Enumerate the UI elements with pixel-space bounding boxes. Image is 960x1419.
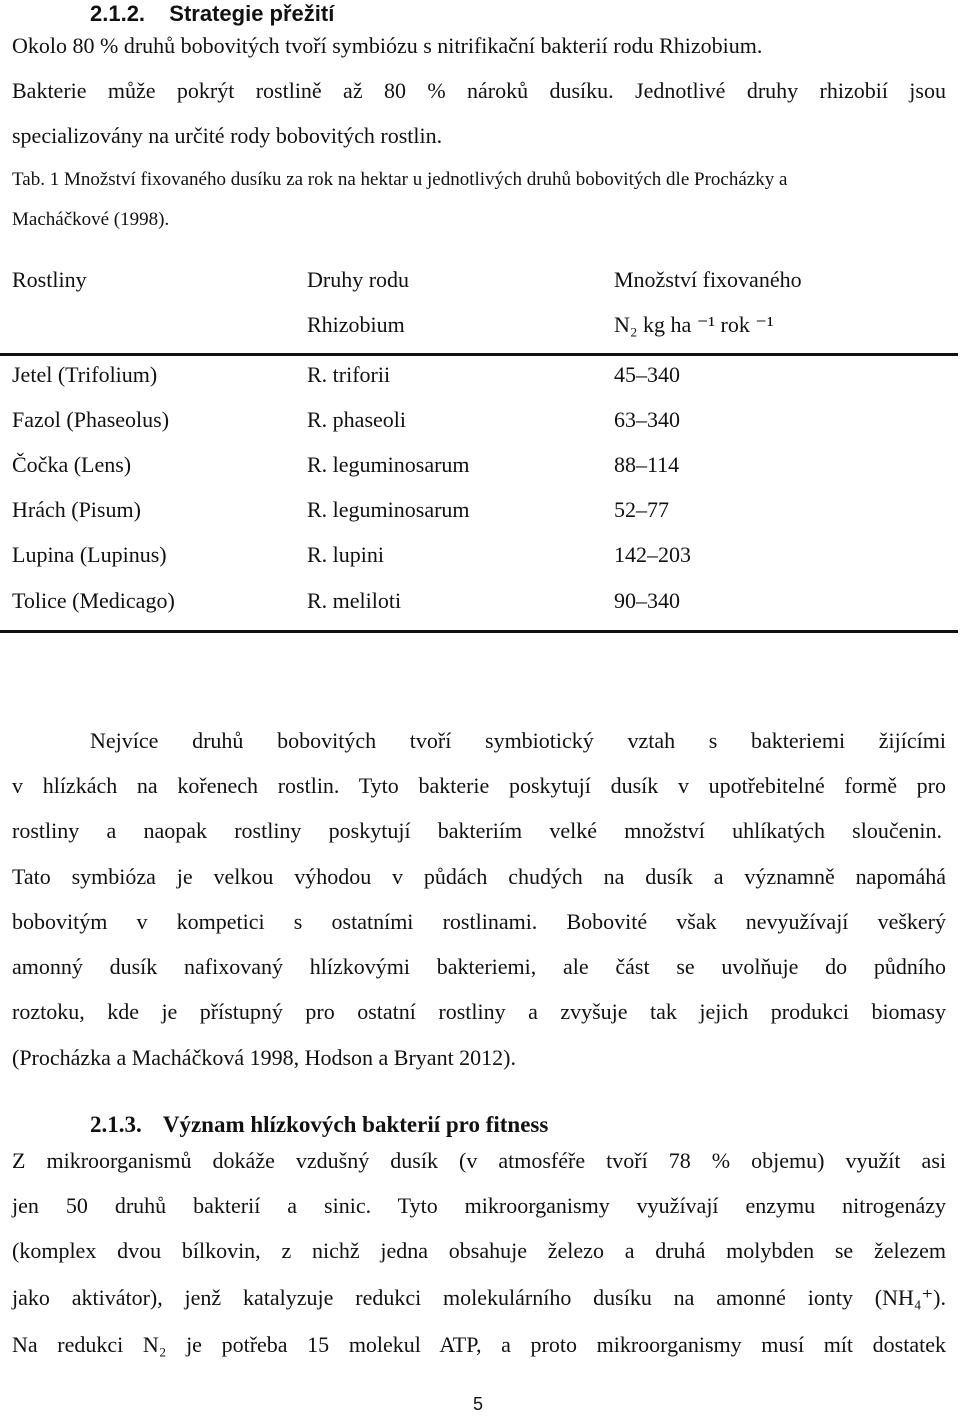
table-cell-rhizobium: R. meliloti: [307, 588, 402, 613]
body-line: Z mikroorganismů dokáže vzdušný dusík (v atmosféře tvoří 78 % objemu) využít asi: [12, 1148, 946, 1173]
table-header-amount-unit: N₂ kg ha ⁻¹ rok ⁻¹: [614, 312, 774, 337]
table-cell-rhizobium: R. leguminosarum: [307, 452, 470, 477]
body-line: Bakterie může pokrýt rostlině až 80 % nároků dusíku. Jednotlivé druhy rhizobií jsou: [12, 78, 946, 103]
section-heading-212: [90, 1, 334, 27]
table-cell-plant: Jetel (Trifolium): [12, 362, 158, 387]
section-title: Strategie přežití: [169, 1, 335, 26]
table-cell-amount: 88–114: [614, 452, 680, 477]
table-cell-plant: Fazol (Phaseolus): [12, 407, 170, 432]
table-top-rule: [0, 353, 958, 356]
table-cell-rhizobium: R. triforii: [307, 362, 391, 387]
table-cell-rhizobium: R. phaseoli: [307, 407, 406, 432]
body-line: (komplex dvou bílkovin, z nichž jedna obsahuje železo a druhá molybden se železem: [12, 1238, 946, 1263]
body-line: jen 50 druhů bakterií a sinic. Tyto mikroorganismy využívají enzymu nitrogenázy: [12, 1193, 946, 1218]
table-cell-amount: 63–340: [614, 407, 680, 432]
paragraph-line: Tato symbióza je velkou výhodou v půdách chudých na dusík a významně napomáhá: [12, 864, 946, 889]
body-line: Na redukci N₂ je potřeba 15 molekul ATP, a proto mikroorganismy musí mít dostatek: [12, 1332, 946, 1357]
section-heading-213: [90, 1112, 548, 1138]
table-cell-amount: 45–340: [614, 362, 680, 387]
table-header-plants: Rostliny: [12, 267, 87, 292]
table-cell-amount: 52–77: [614, 497, 669, 522]
table-caption: Tab. 1 Množství fixovaného dusíku za rok na hektar u jednotlivých druhů bobovitých dle Procházky a: [12, 169, 788, 190]
paragraph-line: (Procházka a Macháčková 1998, Hodson a Bryant 2012).: [12, 1045, 517, 1070]
table-header-rhizobium: Druhy rodu: [307, 267, 410, 292]
body-line: specializovány na určité rody bobovitých rostlin.: [12, 123, 443, 148]
table-cell-plant: Tolice (Medicago): [12, 588, 175, 613]
table-header-rhizobium-cont: Rhizobium: [307, 312, 405, 337]
table-cell-plant: Čočka (Lens): [12, 452, 132, 477]
paragraph-line: v hlízkách na kořenech rostlin. Tyto bakterie poskytují dusík v upotřebitelné formě pro: [12, 773, 946, 798]
section-number: 2.1.2.: [90, 1, 146, 26]
table-cell-rhizobium: R. leguminosarum: [307, 497, 470, 522]
table-bottom-rule: [0, 630, 958, 633]
section-number: 2.1.3.: [90, 1112, 142, 1137]
table-cell-amount: 142–203: [614, 542, 691, 567]
table-cell-plant: Hrách (Pisum): [12, 497, 141, 522]
paragraph-line: rostliny a naopak rostliny poskytují bakteriím velké množství uhlíkatých sloučenin.: [12, 818, 942, 843]
page-number: 5: [473, 1394, 484, 1414]
paragraph-line: Nejvíce druhů bobovitých tvoří symbiotický vztah s bakteriemi žijícími: [90, 728, 946, 753]
section-title: Význam hlízkových bakterií pro fitness: [162, 1112, 549, 1137]
paragraph-line: roztoku, kde je přístupný pro ostatní rostliny a zvyšuje tak jejich produkci biomasy: [12, 999, 946, 1024]
paragraph-line: amonný dusík nafixovaný hlízkovými bakteriemi, ale část se uvolňuje do půdního: [12, 954, 946, 979]
body-line: Okolo 80 % druhů bobovitých tvoří symbiózu s nitrifikační bakterií rodu Rhizobium.: [12, 33, 763, 58]
table-cell-amount: 90–340: [614, 588, 680, 613]
paragraph-line: bobovitým v kompetici s ostatními rostlinami. Bobovité však nevyužívají veškerý: [12, 909, 946, 934]
table-cell-rhizobium: R. lupini: [307, 542, 385, 567]
table-header-amount: Množství fixovaného: [614, 267, 802, 292]
body-line: jako aktivátor), jenž katalyzuje redukci molekulárního dusíku na amonné ionty (NH₄⁺).: [12, 1285, 946, 1310]
table-caption-cont: Macháčkové (1998).: [12, 209, 170, 230]
table-cell-plant: Lupina (Lupinus): [12, 542, 167, 567]
